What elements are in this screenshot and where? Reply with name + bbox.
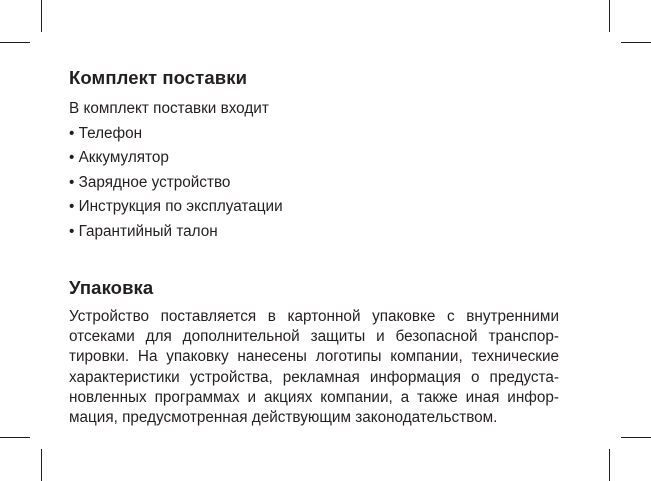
list-item: • Инструкция по эксплуатации: [69, 195, 559, 220]
crop-mark-top-right-horizontal: [621, 42, 651, 43]
paragraph-line: мация, предусмотренная действующим законодательством.: [69, 409, 498, 427]
crop-mark-bottom-left-vertical: [41, 449, 42, 481]
package-contents-heading: Комплект поставки: [69, 67, 248, 88]
crop-mark-top-left-vertical: [41, 0, 42, 32]
paragraph-line: Устройство поставляется в картонной упаковке с внутренними: [69, 308, 559, 325]
crop-mark-bottom-right-horizontal: [621, 437, 651, 438]
package-contents-section: [69, 64, 559, 244]
list-item: • Зарядное устройство: [69, 171, 559, 196]
paragraph-line: тировки. На упаковку нанесены логотипы компании, технические: [69, 348, 559, 366]
crop-mark-bottom-right-vertical: [609, 449, 610, 481]
list-item: • Гарантийный талон: [69, 220, 559, 245]
packaging-heading: Упаковка: [69, 277, 154, 298]
paragraph-line: отсеками для дополнительной защиты и безопасной транспор-: [69, 328, 559, 346]
list-item: • Телефон: [69, 122, 559, 147]
crop-mark-bottom-left-horizontal: [0, 437, 30, 438]
packaging-paragraph: [69, 307, 559, 428]
crop-mark-top-right-vertical: [609, 0, 610, 32]
page-content: [69, 64, 559, 428]
crop-mark-top-left-horizontal: [0, 42, 30, 43]
paragraph-line: новленных программах и акциях компании, а также иная инфор-: [69, 388, 559, 406]
package-contents-list: [69, 122, 559, 245]
packaging-section: [69, 274, 559, 428]
list-item: • Аккумулятор: [69, 146, 559, 171]
package-contents-intro: В комплект поставки входит: [69, 100, 269, 117]
paragraph-line: характеристики устройства, рекламная информация о предуста-: [69, 368, 559, 386]
